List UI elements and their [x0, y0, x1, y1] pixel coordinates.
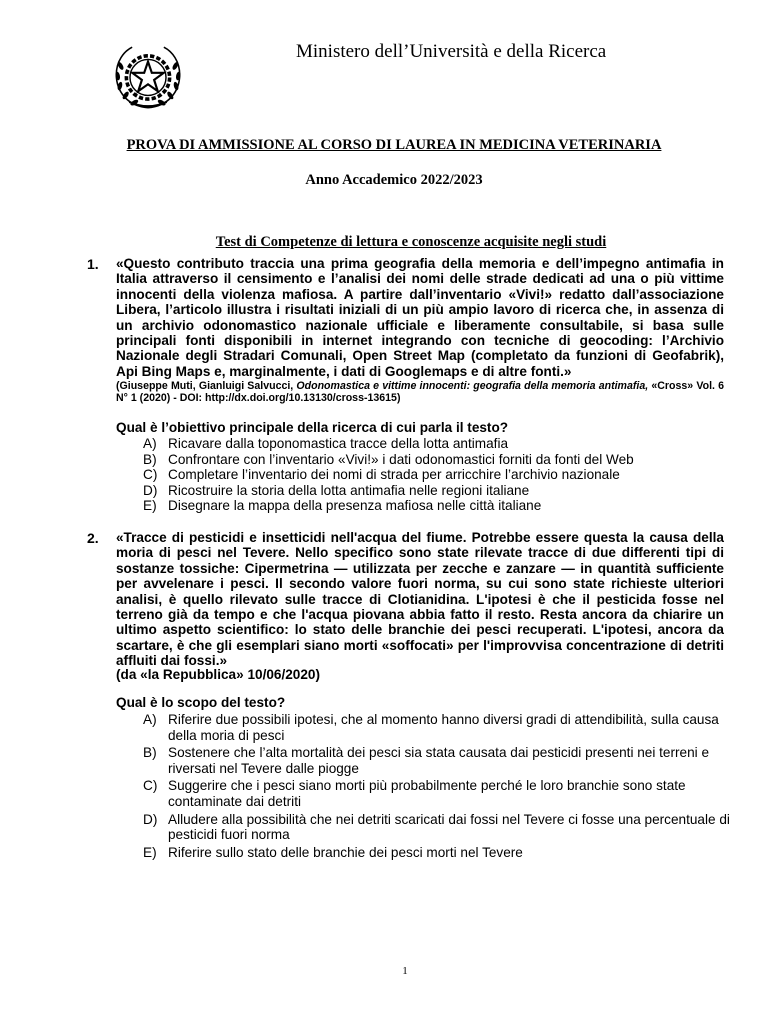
question-2-option-c[interactable]: [116, 778, 734, 809]
italian-republic-emblem-icon: [112, 40, 184, 112]
question-2-prompt: Qual è lo scopo del testo?: [116, 695, 286, 710]
option-letter: D): [143, 811, 158, 827]
option-letter: A): [143, 436, 157, 451]
question-1-option-d[interactable]: [116, 483, 734, 499]
question-1-passage: «Questo contributo traccia una prima geografia della memoria e dell’impegno antimafia in Italia attraverso il censimento e l’analisi dei nomi delle strade dedicati ad una o più vittime innocenti della violenza mafiosa. A partire dall’inventario «Vivi!» redatto dall’associazione Libera, l’articolo illustra i risultati iniziali di un più ampio lavoro di ricerca che, in assenza di un archivio odonomastico nazionale ufficiale e liberamente consultabile, si basa sulle principali fonti disponibili in internet integrando con tecniche di geocoding: l’Archivio Nazionale degli Stradari Comunali, Open Street Map (completato da funzioni di Geofabrik), Api Bing Maps e, marginalmente, i dati di Googlemaps e di altre fonti.»: [116, 256, 724, 379]
question-2-source: (da «la Repubblica» 10/06/2020): [116, 667, 321, 682]
question-1-option-e[interactable]: [116, 498, 734, 514]
question-2-option-d[interactable]: [116, 812, 734, 843]
option-letter: E): [143, 844, 157, 860]
option-letter: A): [143, 712, 157, 727]
question-2-passage: «Tracce di pesticidi e insetticidi nell'acqua del fiume. Potrebbe essere questa la causa della moria di pesci nel Tevere. Nello specifico sono state rilevate tracce di due differenti tipi di sostanze tossiche: Cipermetrina — utilizzata per zecche e zanzare — in quantità sufficiente per avvelenare i pesci. Il secondo valore fuori norma, su cui sono state richieste ulteriori analisi, è quello rilevato sulle tracce di Clotianidina. L'ipotesi è che il pesticida fosse nel terreno già da tempo e che l'acqua piovana abbia fatto il resto. Resta ancora da chiarire un ultimo aspetto scientifico: lo stato delle branchie dei pesci recuperati. L'ipotesi, ancora da scartare, è che gli esemplari siano morti «soffocati» per l'improvvisa concentrazione di detriti affluiti dai fossi.»: [116, 530, 724, 669]
option-text: Sostenere che l’alta mortalità dei pesci sia stata causata dai pesticidi presenti nei terreni e riversati nel Tevere dalle piogge: [168, 745, 710, 776]
academic-year: Anno Accademico 2022/2023: [305, 172, 483, 188]
citation-title: Odonomastica e vittime innocenti: geografia della memoria antimafia,: [296, 380, 649, 392]
option-text: Suggerire che i pesci siano morti più probabilmente perché le loro branchie sono state contaminate dai detriti: [168, 778, 686, 809]
option-text: Alludere alla possibilità che nei detriti scaricati dai fossi nel Tevere ci fosse una percentuale di pesticidi fuori norma: [168, 811, 730, 843]
question-2-option-e[interactable]: [116, 845, 734, 861]
option-letter: C): [143, 778, 158, 794]
question-1-number: 1.: [87, 256, 99, 272]
citation-details: «Cross» Vol. 6 N° 1 (2020) - DOI: http://dx.doi.org/10.13130/cross-13615): [116, 380, 725, 405]
option-letter: B): [143, 745, 157, 761]
option-text: Ricavare dalla toponomastica tracce della lotta antimafia: [168, 436, 509, 451]
option-letter: E): [143, 498, 157, 514]
option-text: Disegnare la mappa della presenza mafiosa nelle città italiane: [168, 498, 542, 514]
option-text: Riferire due possibili ipotesi, che al momento hanno diversi gradi di attendibilità, sulla causa della moria di pesci: [168, 712, 719, 743]
question-1-options: [116, 436, 734, 514]
question-2-options: [116, 712, 734, 860]
option-text: Completare l’inventario dei nomi di strada per arricchire l’archivio nazionale: [168, 467, 620, 483]
section-title: Test di Competenze di lettura e conoscenze acquisite negli studi: [215, 234, 607, 250]
option-letter: D): [143, 482, 158, 498]
question-1-prompt: Qual è l’obiettivo principale della ricerca di cui parla il testo?: [116, 420, 509, 435]
option-text: Confrontare con l’inventario «Vivi!» i dati odonomastici forniti da fonti del Web: [168, 451, 634, 467]
option-text: Ricostruire la storia della lotta antimafia nelle regioni italiane: [168, 482, 530, 498]
question-1-option-a[interactable]: [116, 436, 734, 452]
question-1-option-b[interactable]: [116, 452, 734, 468]
option-letter: B): [143, 451, 157, 467]
question-1-option-c[interactable]: [116, 467, 734, 483]
option-letter: C): [143, 467, 158, 483]
page-number: 1: [402, 965, 408, 977]
option-text: Riferire sullo stato delle branchie dei pesci morti nel Tevere: [168, 844, 523, 860]
exam-title: PROVA DI AMMISSIONE AL CORSO DI LAUREA IN MEDICINA VETERINARIA: [126, 137, 662, 153]
question-2-number: 2.: [87, 530, 99, 546]
question-2-option-b[interactable]: [116, 745, 734, 776]
citation-authors: (Giuseppe Muti, Gianluigi Salvucci,: [116, 380, 297, 392]
question-1-citation: [116, 380, 724, 405]
ministry-name: Ministero dell’Università e della Ricerca: [296, 41, 607, 62]
question-2-option-a[interactable]: [116, 712, 734, 743]
